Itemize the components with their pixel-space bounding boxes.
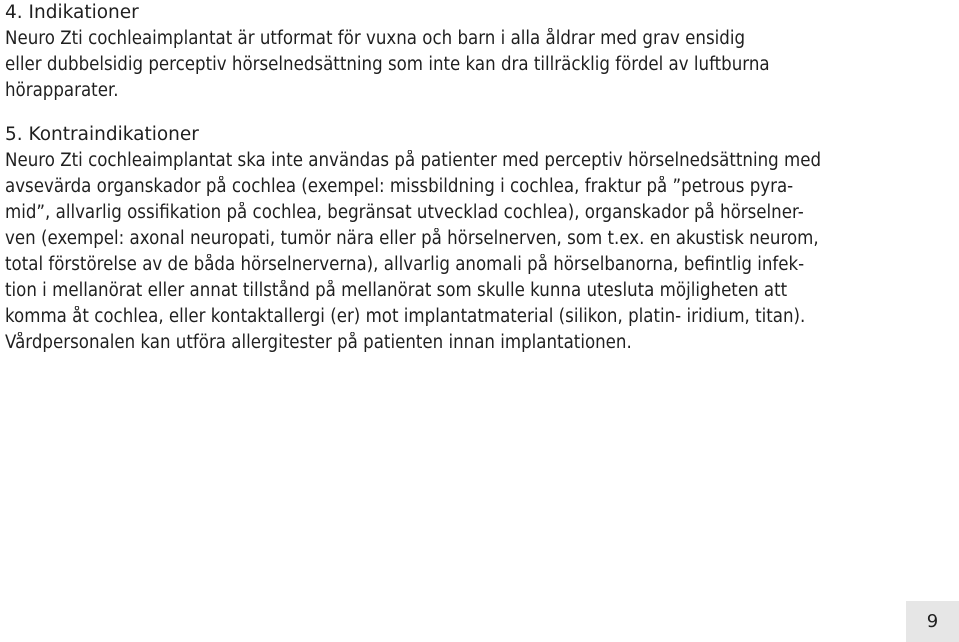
text-line: Vårdpersonalen kan utföra allergitester på patienten innan implantationen. — [5, 332, 632, 353]
paragraph-contraindications — [5, 148, 955, 356]
section-contraindications — [5, 122, 955, 356]
text-line: eller dubbelsidig perceptiv hörselnedsättning som inte kan dra tillräcklig fördel av luftburna — [5, 54, 770, 75]
section-heading-contraindications: 5. Kontraindikationer — [5, 124, 199, 145]
text-line: ven (exempel: axonal neuropati, tumör nära eller på hörselnerven, som t.ex. en akustisk neurom, — [5, 228, 819, 249]
paragraph-indications — [5, 26, 955, 104]
text-line: tion i mellanörat eller annat tillstånd på mellanörat som skulle kunna utesluta möjligheten att — [5, 280, 788, 301]
page-number-tab — [906, 601, 959, 642]
text-line: total förstörelse av de båda hörselnerverna), allvarlig anomali på hörselbanorna, befintlig infek- — [5, 254, 805, 275]
text-line: mid”, allvarlig ossifikation på cochlea, begränsat utvecklad cochlea), organskador på hörselner- — [5, 202, 804, 223]
text-line: Neuro Zti cochleaimplantat är utformat för vuxna och barn i alla åldrar med grav ensidig — [5, 28, 746, 49]
text-line: Neuro Zti cochleaimplantat ska inte användas på patienter med perceptiv hörselnedsättning med — [5, 150, 822, 171]
text-line: avsevärda organskador på cochlea (exempel: missbildning i cochlea, fraktur på ”petrous pyra- — [5, 176, 794, 197]
section-heading-indications: 4. Indikationer — [5, 2, 139, 23]
text-line: hörapparater. — [5, 80, 119, 101]
text-line: komma åt cochlea, eller kontaktallergi (er) mot implantatmaterial (silikon, platin- iridium, titan). — [5, 306, 806, 327]
page-number: 9 — [926, 611, 939, 632]
section-indications — [5, 0, 955, 104]
